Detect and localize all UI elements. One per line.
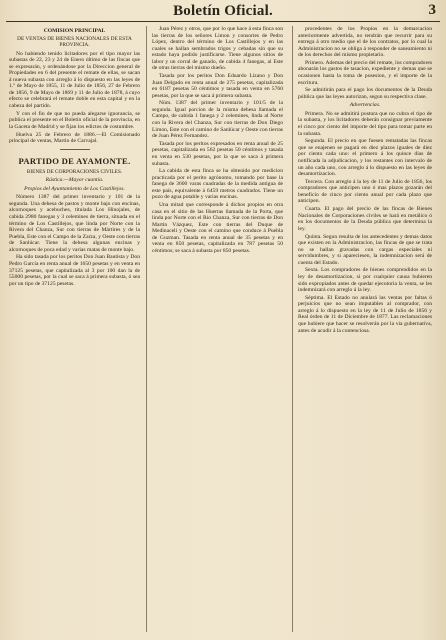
notice-heading: COMISION PRINCIPAL — [43, 28, 106, 34]
publication-title: Boletín Oficial. — [173, 3, 273, 19]
column-1 — [9, 26, 140, 634]
source-heading: Propios del Ayuntamiento de Los Castillejos. — [24, 185, 125, 192]
paragraph: Tasada por los peritos Don Eduardo Lizano y Don Juan Delgado en renta anual de 275 pesetas, capitalizada en 6187 pesetas 50 céntimos y tasada en venta en 5760 pesetas, por la que se saca á primera subasta. — [152, 73, 283, 99]
town-heading: Rústica.—Mayor cuantía. — [45, 177, 104, 184]
paragraph: Se admitirán para el pago los documentos de la Deuda pública que las leyes autorizan, segun su respectiva clase. — [298, 87, 432, 100]
paragraph: Una mitad que corresponde á dichos propios en otra casa en el sitio de las Huertas llamada de la Porta, que linda por Norte con el Rio Chanza, Sur con tierras de Don Martin Vázquez, Este con tierras del Duque de Medinaceli y Oeste con el camino que conduce á Puebla de Guzman. Tasada en renta anual de 35 pesetas y en venta en 850 pesetas, capitalizada en 787 pesetas 50 céntimos; se saca á subasta por 850 pesetas. — [152, 202, 283, 254]
paragraph: Número 1387 del primer inventario y 101 de la segunda. Una dehesa de pastos y monte bajo con encinas, alcornoques y acebuches, titulada Los Hinojales, de cabida 2980 fanegas y 3 celemines de tierra, situada en el término de Los Castillejos, que linda por Norte con la Rivera del Chanza, Sur con tierras de Mártires y de la Puebla, Este con el Campo de la Zarza, y Oeste con tierras de Sanlúcar. Tiene la dehesa algunas encinas y alcornoques de poca edad y varias matas de monte bajo. — [9, 194, 140, 253]
paragraph: Ha sido tasada por los peritos Don Juan Bautista y Don Pedro García en renta anual de 1650 pesetas y en venta en 37125 pesetas, que capitalizada al 3 por 100 dan la de 55000 pesetas, por la cual se saca á primera subasta, ó sea por un tipo de 37125 pesetas. — [9, 254, 140, 287]
paragraph: Cuarta. El pago del precio de las fincas de Bienes Nacionales de Corporaciones civiles se hará en metálico ó en los documentos de la Deuda pública que determina la ley. — [298, 206, 432, 232]
advertencias-heading: Advertencias. — [349, 102, 381, 109]
section-title: PARTIDO DE AYAMONTE. — [18, 155, 131, 166]
section-divider — [60, 149, 90, 150]
paragraph: Sexta. Los compradores de bienes comprendidos en la ley de desamortizacion, si por cualquier causa hubieren sido expropiados antes de quedar ejecutoria la venta, se les indemnizará con arreglo á la ley. — [298, 267, 432, 294]
paragraph: La cabida de esta finca se ha obtenido por medicion practicada por el perito agrónomo, tomando por base la fanega de 3600 varas cuadradas de la medida antigua de este país, equivalente á 6459 metros cuadrados. Tiene un pozo de agua potable y varias encinas. — [152, 168, 283, 201]
paragraph: Segunda. El precio en que fuesen rematadas las fincas que se enajenen se pagará en diez plazos iguales de diez por ciento cada uno: el primero á los quince dias de notificada la adjudicacion, y los restantes con intervalo de un año cada uno, con arreglo á lo dispuesto en las leyes de desamortizacion. — [298, 138, 432, 178]
page-number: 3 — [428, 2, 436, 18]
paragraph: Núm. 1387 del primer inventario y 101/5 de la segunda. Igual porcion de la misma dehesa llamada el Campo, de cabida 1 fanega y 2 celemines, linda al Norte con la Rivera del Chanza, Sur con tierras de Don Diego Limon, Este con el camino de Sanlúcar y Oeste con tierras de Juan Pérez Fernandez. — [152, 100, 283, 140]
signature-paragraph: Huelva 25 de Febrero de 1886.—El Comisionado principal de ventas, Martin de Carvajal. — [9, 131, 140, 145]
paragraph: Quinta. Segun resulta de los antecedentes y demas datos que existen en la Administracion, las fincas de que se trata no se hallan gravadas con cargas especiales ni servidumbres, y si apareciesen, la indemnizacion será de cuenta del Estado. — [298, 233, 432, 266]
header-rule — [6, 21, 440, 22]
paragraph: No habiendo tenido licitadores por el tipo mayor las subastas de 22, 23 y 24 de Enero último de las fincas que se expresarán, y ordenándose por la Direccion general de Propiedades en 6 del presente el remate de ellas, se sacan á nueva subasta con arreglo á lo dispuesto en las leyes de 1.º de Mayo de 1855, 11 de Julio de 1856, 27 de Febrero de 1856, 9 de Mayo de 1869 y 11 de Julio de 1878, á cuyo efecto se celebrará el remate doble en esta capital y en la cabeza del partido. — [9, 50, 140, 110]
paragraph: Primera. No se admitirá postura que no cubra el tipo de la subasta, y los licitadores deberán consignar previamente el cinco por ciento del importe del tipo para tomar parte en la subasta. — [298, 110, 432, 137]
paragraph: procedentes de los Propios en la demarcacion anteriormente advertida, no tendrán que recurrir para su entrega á otro medio que el de los contratos, por lo cual la Administracion no se obliga á responder de saneamiento ni de los derechos del mismo propietario. — [298, 26, 432, 59]
page-header — [0, 0, 446, 20]
paragraph: Tercera. Con arreglo á la ley de 11 de Julio de 1856, los compradores que anticipen uno ó mas plazos gozarán del beneficio de cinco por ciento anual por cada plazo que anticipen. — [298, 178, 432, 205]
paragraph: Primero. Ademas del precio del remate, los compradores abonarán los gastos de tasacion, expediente y demas que se ocasionen hasta la toma de posesion, y el importe de la escritura. — [298, 59, 432, 86]
column-divider-2 — [292, 26, 293, 632]
paragraph: Y con el fin de que no pueda alegarse ignorancia, se publica el presente en el Boletín oficial de la provincia, en la Gaceta de Madrid y se fijan los edictos de costumbre. — [9, 110, 140, 130]
column-3 — [298, 26, 432, 634]
paragraph: Séptima. El Estado no anulará las ventas por faltas ó perjuicios que no sean imputables al comprador, con arreglo á lo dispuesto en la ley de 11 de Julio de 1856 y Real órden de 11 de Diciembre de 1877. Las reclamaciones que hubiere que hacer se resolverán por la via gubernativa, antes de acudir á la contenciosa. — [298, 294, 432, 334]
paragraph: Tasada por los peritos expresados en renta anual de 25 pesetas, capitalizada en 562 pesetas 50 céntimos y tasada en venta en 530 pesetas, por la que se saca á primera subasta. — [152, 140, 283, 167]
column-2 — [152, 26, 283, 634]
column-divider-1 — [146, 26, 147, 632]
notice-subheading: DE VENTAS DE BIENES NACIONALES DE ESTA PROVINCIA. — [17, 35, 132, 49]
paragraph: Juan Pérez y otros, que por lo que hace á esta finca son las tierras de los señores Limon y consortes de Pedro López, dentro del término de Los Castillejos y en las cuales se hallan sembrados trigos y cebadas sin que su estado haya podido justificarse. Tiene algunos sitios de labor y un corral de ganado, de cabida 4 fanegas, al Este de otras tierras del mismo dueño. — [152, 26, 283, 72]
section-subtitle: BIENES DE CORPORACIONES CIVILES. — [26, 168, 123, 175]
